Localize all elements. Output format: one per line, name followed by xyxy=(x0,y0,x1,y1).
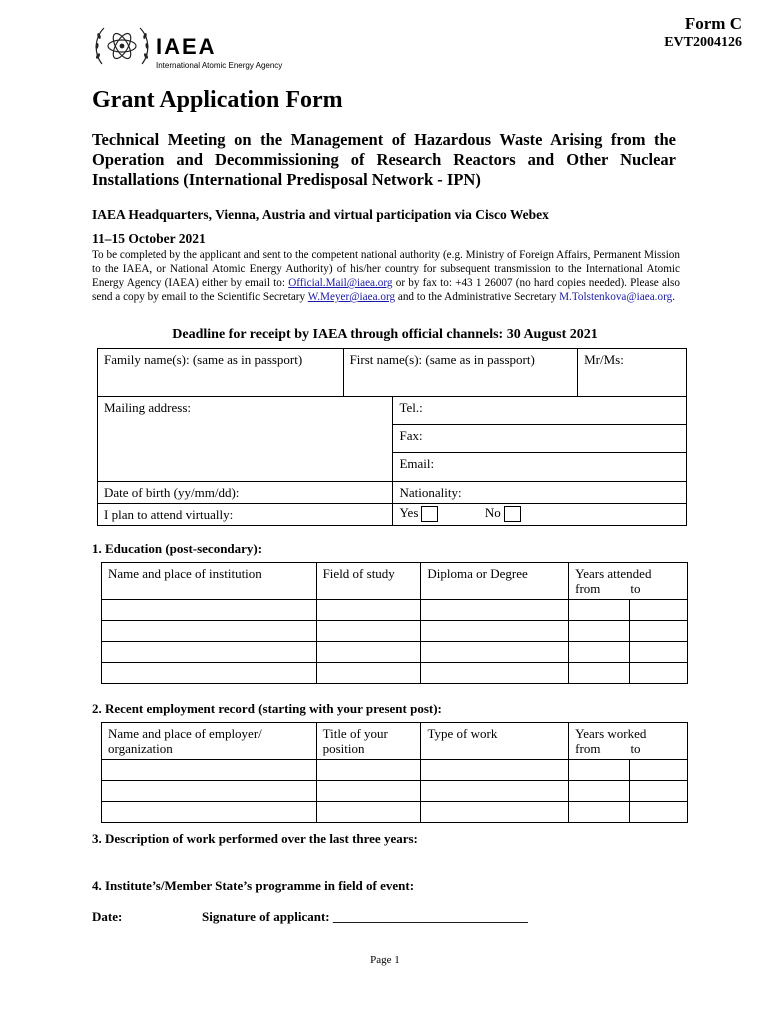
employment-heading: 2. Recent employment record (starting with your present post): xyxy=(92,701,442,716)
yes-label: Yes xyxy=(399,505,419,520)
instructions-part1: To be completed by the applicant and sent to the competent national authority (e.g. Ministry of Foreign Affairs, Permanent Mission to the IAEA, or National Atomic Energy Authority) of his/her country for subsequent transmission to the International Atomic Energy Agency (IAEA) either by email to: xyxy=(92,249,680,289)
employment-from-label: from xyxy=(575,741,601,756)
education-col-field: Field of study xyxy=(316,563,421,600)
admin-secretary-link[interactable]: M.Tolstenkova@iaea.org xyxy=(559,291,673,303)
no-label: No xyxy=(484,505,501,520)
deadline: Deadline for receipt by IAEA through official channels: 30 August 2021 xyxy=(172,327,598,342)
employment-years-label: Years worked xyxy=(575,726,647,741)
first-name-field[interactable]: First name(s): (same as in passport) xyxy=(343,349,578,397)
official-mail-link[interactable]: Official.Mail@iaea.org xyxy=(288,277,393,289)
form-code: EVT2004126 xyxy=(664,35,742,50)
tel-field[interactable]: Tel.: xyxy=(393,397,687,425)
table-row[interactable] xyxy=(102,760,688,781)
instructions xyxy=(92,248,680,304)
dob-field[interactable]: Date of birth (yy/mm/dd): xyxy=(98,482,393,504)
scientific-secretary-link[interactable]: W.Meyer@iaea.org xyxy=(307,291,396,303)
logo-name: IAEA xyxy=(156,34,217,59)
section-3-heading: 3. Description of work performed over the last three years: xyxy=(92,831,418,846)
venue: IAEA Headquarters, Vienna, Austria and virtual participation via Cisco Webex xyxy=(92,207,549,222)
page-number: Page 1 xyxy=(370,954,400,966)
education-years-label: Years attended xyxy=(575,566,652,581)
education-col-diploma: Diploma or Degree xyxy=(421,563,569,600)
employment-col-title: Title of your position xyxy=(316,723,421,760)
table-row[interactable] xyxy=(102,621,688,642)
iaea-logo xyxy=(92,24,152,70)
employment-table xyxy=(101,722,688,823)
education-col-institution: Name and place of institution xyxy=(102,563,317,600)
education-table xyxy=(101,562,688,684)
table-row[interactable] xyxy=(102,663,688,684)
employment-col-years xyxy=(569,723,688,760)
title-field[interactable]: Mr/Ms: xyxy=(578,349,687,397)
instructions-part2: or by fax to: +43 1 26007 (no hard copies needed). Please also send a copy by email to the Scientific Secretary xyxy=(92,277,680,303)
education-to-label: to xyxy=(630,581,641,596)
instructions-part3: and to the Administrative Secretary xyxy=(395,291,560,303)
family-name-field[interactable]: Family name(s): (same as in passport) xyxy=(98,349,344,397)
meeting-dates: 11–15 October 2021 xyxy=(92,231,206,246)
table-row[interactable] xyxy=(102,642,688,663)
email-field[interactable]: Email: xyxy=(393,453,687,482)
meeting-title: Technical Meeting on the Management of Hazardous Waste Arising from the Operation and Decommissioning of Research Reactors and Other Nuclear Installations (International Predisposal Network - IPN) xyxy=(92,130,676,189)
education-col-years xyxy=(569,563,688,600)
form-label: Form C xyxy=(684,14,742,33)
signature-line[interactable]: Signature of applicant: ______________________________ xyxy=(202,909,528,924)
no-checkbox[interactable] xyxy=(504,506,521,522)
employment-to-label: to xyxy=(630,741,641,756)
employment-col-type: Type of work xyxy=(421,723,569,760)
education-from-label: from xyxy=(575,581,601,596)
personal-info-table xyxy=(97,348,687,526)
date-label: Date: xyxy=(92,909,123,924)
logo-subtitle: International Atomic Energy Agency xyxy=(156,61,283,70)
atom-laurel-icon xyxy=(92,24,152,70)
nationality-field[interactable]: Nationality: xyxy=(393,482,687,504)
yes-checkbox[interactable] xyxy=(421,506,438,522)
section-4-heading: 4. Institute’s/Member State’s programme in field of event: xyxy=(92,878,415,893)
attend-virtually-label: I plan to attend virtually: xyxy=(98,504,393,526)
table-row[interactable] xyxy=(102,781,688,802)
employment-col-employer: Name and place of employer/ organization xyxy=(102,723,317,760)
attend-virtually-options xyxy=(393,504,687,526)
table-row[interactable] xyxy=(102,600,688,621)
fax-field[interactable]: Fax: xyxy=(393,425,687,453)
instructions-part4: . xyxy=(672,291,675,303)
page-title: Grant Application Form xyxy=(92,87,343,113)
education-heading: 1. Education (post-secondary): xyxy=(92,541,263,556)
mailing-address-field[interactable]: Mailing address: xyxy=(98,397,393,482)
table-row[interactable] xyxy=(102,802,688,823)
